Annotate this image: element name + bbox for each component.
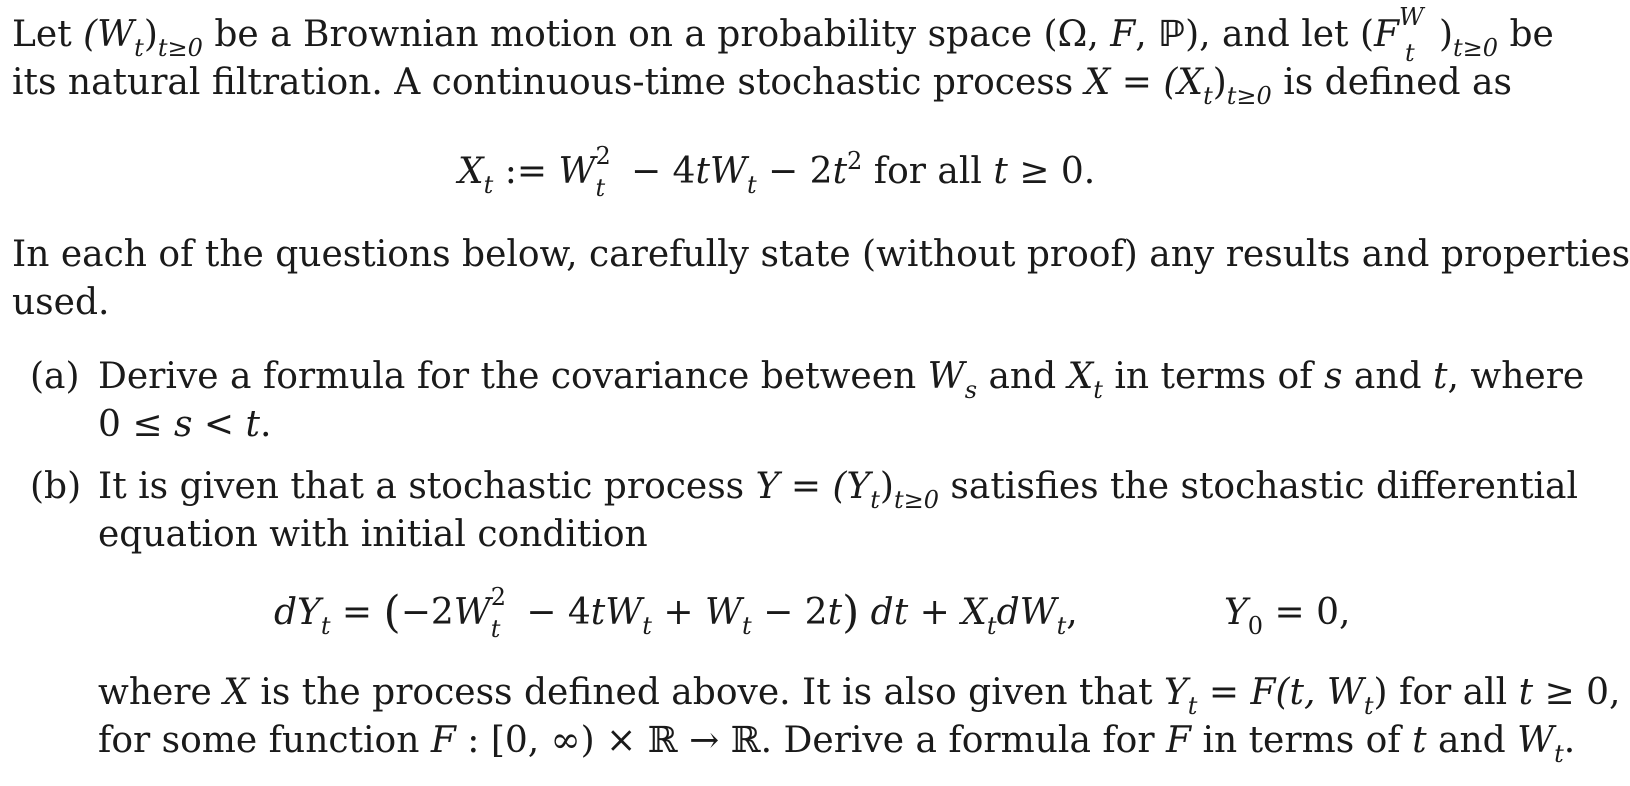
- equation-initial-condition: [1224, 592, 1351, 640]
- math-sup: 2: [595, 142, 611, 170]
- math-period: .: [1563, 720, 1576, 761]
- math-s: s: [173, 404, 193, 445]
- math-t: t: [827, 592, 843, 633]
- part-b-text: for some function: [98, 720, 431, 761]
- math-W: W: [1517, 720, 1555, 761]
- math-tW: tW: [590, 592, 643, 633]
- math-sub: 0: [1247, 612, 1264, 640]
- instructions-line-1: In each of the questions below, carefully state (without proof) any results and properties: [12, 234, 1630, 275]
- intro-text: its natural filtration. A continuous-time stochastic process: [12, 62, 1085, 103]
- part-b-text: It is given that a stochastic process: [98, 466, 756, 507]
- math-sub: t: [870, 486, 880, 514]
- math-Y: Y: [755, 466, 780, 507]
- part-b-label: (b): [30, 466, 82, 507]
- math-omega: (Ω,: [1043, 14, 1111, 55]
- math-def: :=: [493, 151, 559, 192]
- math-sub: t: [1187, 692, 1198, 720]
- part-a-line-2: [98, 404, 271, 446]
- math-paren: ): [1373, 672, 1388, 713]
- math-t: t: [1433, 356, 1448, 397]
- math-eq: =: [1110, 62, 1164, 103]
- math-filtration: F: [1373, 14, 1399, 55]
- math-F: F: [430, 720, 456, 761]
- math-op: −2: [400, 592, 454, 633]
- math-X: X: [458, 151, 484, 192]
- math-probability: ℙ: [1158, 14, 1186, 55]
- math-supsub: [595, 142, 620, 202]
- math-sub: t: [1363, 692, 1374, 720]
- math-sub: t≥0: [157, 34, 203, 62]
- part-a-line-1: [98, 356, 1584, 411]
- math-op: ≥ 0.: [1007, 151, 1096, 192]
- math-eq: =: [779, 466, 833, 507]
- math-period: .: [259, 404, 272, 445]
- part-a-label: (a): [30, 356, 80, 397]
- math-X: X: [1084, 62, 1111, 103]
- part-b-line-1: [98, 466, 1578, 521]
- math-sub: t: [483, 171, 494, 199]
- math-dY: dY: [274, 592, 321, 633]
- part-b-line-2: equation with initial condition: [98, 514, 648, 555]
- math-W: W: [927, 356, 965, 397]
- math-sigma-algebra: F: [1110, 14, 1136, 55]
- math-paren: (: [1359, 14, 1374, 55]
- intro-line-1: [12, 3, 1554, 67]
- math-op: − 4: [619, 151, 696, 192]
- math-sub: t: [490, 615, 501, 643]
- math-sub: t: [320, 612, 331, 640]
- math-sup: W: [1398, 3, 1424, 31]
- math-paren: ): [879, 466, 894, 507]
- math-op: − 2: [756, 151, 833, 192]
- part-b-text: and: [1426, 720, 1518, 761]
- math-sub: t: [1203, 82, 1213, 110]
- math-op: = 0,: [1263, 592, 1351, 633]
- equation-definition: [458, 140, 1096, 202]
- math-sub: t: [741, 612, 752, 640]
- part-b-text: in terms of: [1191, 720, 1413, 761]
- intro-line-2: [12, 62, 1512, 110]
- math-supsub: [490, 583, 515, 643]
- part-b-text: where: [98, 672, 224, 713]
- math-t: t: [993, 151, 1008, 192]
- instructions-line-2: used.: [12, 282, 110, 323]
- math-comma: ,: [1135, 14, 1159, 55]
- part-a-text: Derive a formula for the covariance between: [98, 356, 928, 397]
- math-t: t: [832, 151, 848, 192]
- math-paren: ): [1438, 14, 1454, 55]
- part-b-text: satisfies the stochastic differential: [938, 466, 1579, 507]
- math-sub: t: [746, 171, 757, 199]
- intro-text: , and let: [1199, 14, 1360, 55]
- math-op: 0 ≤: [98, 404, 174, 445]
- intro-text: be: [1498, 14, 1554, 55]
- math-X: X: [961, 592, 987, 633]
- math-sup: 2: [490, 583, 507, 611]
- part-b-line-4: [98, 720, 1575, 775]
- math-dW: dW: [996, 592, 1057, 633]
- math-op: − 2: [751, 592, 828, 633]
- math-sub: t≥0: [1453, 34, 1499, 62]
- math-op: − 4: [514, 592, 591, 633]
- part-a-text: and: [977, 356, 1068, 397]
- math-args: (t, W: [1275, 672, 1364, 713]
- math-t: t: [245, 404, 260, 445]
- part-b-text: : [0, ∞) × ℝ → ℝ. Derive a formula for: [455, 720, 1167, 761]
- math-W: W: [704, 592, 742, 633]
- math-supsub: [1398, 3, 1439, 67]
- math-sub: t: [595, 174, 606, 202]
- math-sub: t: [642, 612, 652, 640]
- math-t: t: [1412, 720, 1427, 761]
- math-X: X: [1067, 356, 1094, 397]
- math-sub: t: [1056, 612, 1067, 640]
- math-op: ≥ 0,: [1533, 672, 1621, 713]
- math-Y: (Y: [832, 466, 871, 507]
- equation-sde: [274, 583, 1078, 643]
- math-Y: Y: [1224, 592, 1248, 633]
- intro-text: be a Brownian motion on a probability space: [202, 14, 1044, 55]
- math-eq: =: [1197, 672, 1251, 713]
- math-Y: Y: [1164, 672, 1188, 713]
- math-op: +: [651, 592, 705, 633]
- part-a-text: and: [1342, 356, 1434, 397]
- math-paren: ): [1212, 62, 1227, 103]
- part-b-text: for all: [1387, 672, 1519, 713]
- math-big-paren: ): [842, 587, 860, 638]
- math-paren: ): [1185, 14, 1200, 55]
- math-paren: ): [143, 14, 158, 55]
- math-W: W: [558, 151, 596, 192]
- math-sup: 2: [847, 147, 863, 175]
- math-sub: s: [964, 376, 978, 404]
- math-sub: t≥0: [1226, 82, 1272, 110]
- math-eq: =: [330, 592, 384, 633]
- math-comma: ,: [1066, 592, 1078, 633]
- intro-text: is defined as: [1271, 62, 1512, 103]
- math-sub: t: [1093, 376, 1103, 404]
- part-b-text: is the process defined above. It is also given that: [248, 672, 1165, 713]
- part-b-line-3: [98, 672, 1621, 727]
- math-X: (X: [1163, 62, 1204, 103]
- math-op: +: [908, 592, 962, 633]
- math-W: (W: [83, 14, 135, 55]
- part-a-text: , where: [1447, 356, 1585, 397]
- math-dt: dt: [859, 592, 909, 633]
- math-tW: tW: [695, 151, 747, 192]
- part-a-text: in terms of: [1102, 356, 1324, 397]
- math-t: t: [1518, 672, 1534, 713]
- math-sub: t: [1554, 740, 1564, 768]
- math-sub: t: [134, 34, 144, 62]
- math-F: F: [1250, 672, 1276, 713]
- math-X: X: [223, 672, 249, 713]
- math-text: for all: [862, 151, 994, 192]
- intro-text: Let: [12, 14, 84, 55]
- math-F: F: [1166, 720, 1191, 761]
- math-s: s: [1323, 356, 1343, 397]
- math-sub: t≥0: [893, 486, 939, 514]
- math-op: <: [192, 404, 246, 445]
- math-W: W: [453, 592, 491, 633]
- math-sub: t: [1404, 39, 1415, 67]
- math-big-paren: (: [383, 587, 401, 638]
- math-sub: t: [986, 612, 997, 640]
